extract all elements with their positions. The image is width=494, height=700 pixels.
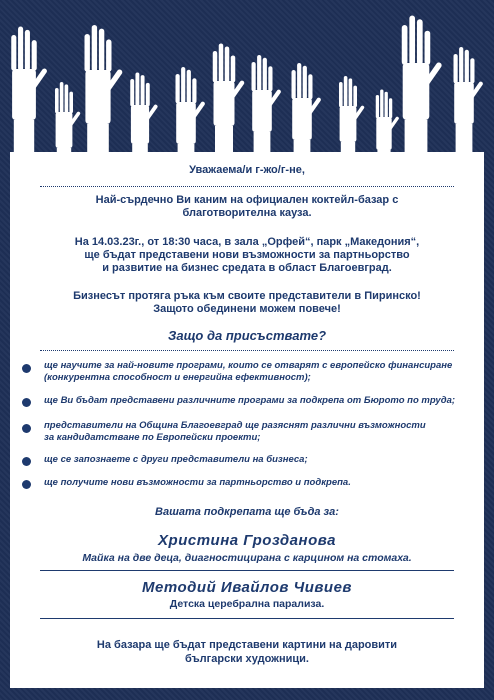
beneficiary-desc: Майка на две деца, диагностицирана с карцином на стомаха. bbox=[82, 552, 412, 564]
support-title: Вашата подкрепата ще бъда за: bbox=[155, 506, 339, 518]
closing-line: На базара ще бъдат представени картини на даровити bbox=[96, 639, 398, 651]
invite-line: благотворителна кауза. bbox=[182, 207, 312, 219]
raised-hands-illustration bbox=[0, 0, 494, 160]
event-line: На 14.03.23г., от 18:30 часа, в зала „Орфей“, парк „Македония“, bbox=[74, 236, 420, 248]
reason-item bbox=[44, 395, 474, 407]
hand-3 bbox=[85, 25, 124, 160]
hand-1 bbox=[11, 26, 48, 160]
bullet-dot bbox=[22, 364, 31, 373]
hand-4 bbox=[130, 73, 158, 161]
beneficiary-desc: Детска церебрална парализа. bbox=[169, 598, 325, 610]
hand-12 bbox=[454, 47, 484, 160]
beneficiary-name: Христина Грозданова bbox=[158, 532, 336, 549]
greeting: Уважаема/и г-жо/г-не, bbox=[189, 164, 305, 176]
hand-6 bbox=[213, 44, 245, 161]
reason-line: ще Ви бъдат представени различните програми за подкрепа от Бюрото по труда; bbox=[44, 395, 456, 406]
hand-9 bbox=[339, 76, 365, 160]
reason-item bbox=[44, 420, 474, 444]
reason-line: ще получите нови възможности за партньорство и подкрепа. bbox=[44, 477, 351, 488]
slogan bbox=[10, 290, 484, 316]
reason-item bbox=[44, 477, 474, 489]
hand-8 bbox=[292, 63, 322, 160]
why-title: Защо да присъствате? bbox=[167, 328, 327, 343]
dotted-divider bbox=[40, 186, 454, 187]
beneficiary-name: Методий Ивайлов Чивиев bbox=[142, 579, 352, 596]
event-details bbox=[10, 236, 484, 275]
reason-line: ще се запознаете с други представители на бизнеса; bbox=[44, 454, 308, 465]
hand-7 bbox=[252, 55, 282, 160]
invite-line: Най-сърдечно Ви каним на официален коктейл-базар с bbox=[95, 194, 399, 206]
hand-5 bbox=[176, 67, 206, 160]
reason-item bbox=[44, 360, 474, 384]
hand-11 bbox=[402, 15, 443, 160]
event-line: ще бъдат представени нови възможности за партньорство bbox=[84, 249, 410, 261]
hand-2 bbox=[55, 82, 81, 160]
reason-line: ще научите за най-новите програми, които се отварят с европейско финансиране bbox=[44, 360, 453, 371]
divider-line bbox=[40, 570, 454, 571]
closing-text bbox=[10, 638, 484, 666]
bullet-dot bbox=[22, 424, 31, 433]
reason-item bbox=[44, 454, 474, 466]
reason-line: (конкурентна способност и енергийна ефективност); bbox=[44, 372, 311, 383]
closing-line: български художници. bbox=[185, 653, 309, 665]
event-line: и развитие на бизнес средата в област Благоевград. bbox=[102, 262, 392, 274]
slogan-line: Бизнесът протяга ръка към своите представители в Пиринско! bbox=[73, 290, 421, 302]
invite-text bbox=[10, 194, 484, 220]
hand-10 bbox=[376, 90, 400, 161]
bullet-dot bbox=[22, 398, 31, 407]
bullet-dot bbox=[22, 457, 31, 466]
divider-line bbox=[40, 618, 454, 619]
slogan-line: Защото обединени можем повече! bbox=[153, 303, 341, 315]
reason-line: представители на Община Благоевград ще разяснят различни възможности bbox=[44, 420, 426, 431]
reason-line: за кандидатстване по Европейски проекти; bbox=[44, 432, 261, 443]
bullet-dot bbox=[22, 480, 31, 489]
invitation-card bbox=[10, 152, 484, 688]
dotted-divider bbox=[40, 350, 454, 351]
